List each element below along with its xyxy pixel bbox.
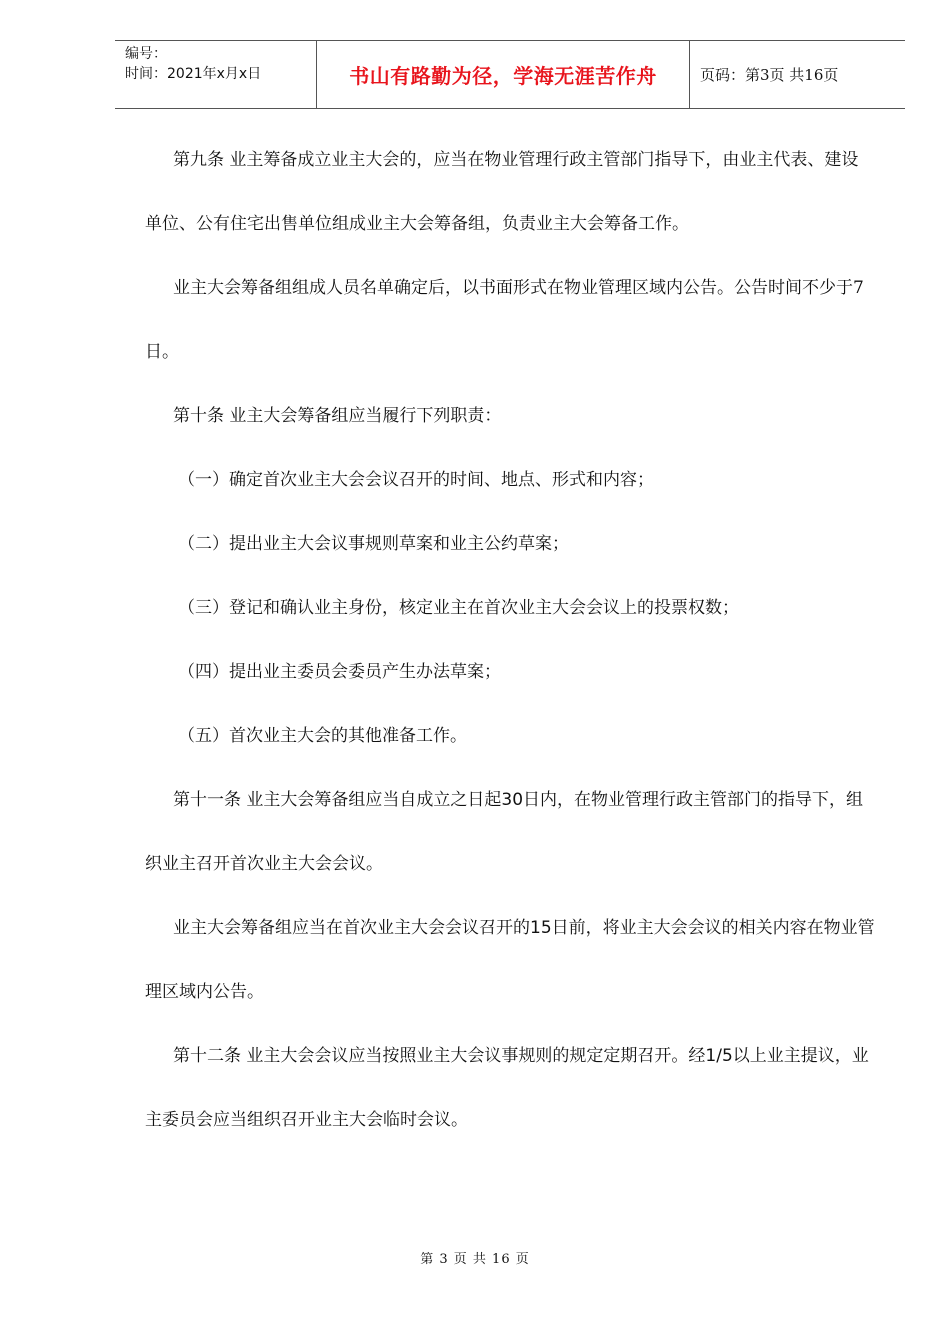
list-item-3: （三）登记和确认业主身份，核定业主在首次业主大会会议上的投票权数； — [178, 598, 739, 618]
paragraph-meeting-notice — [145, 896, 875, 1024]
text-segment: 日前，将业主大会会议的相关内容在物业管理区域内公告。 — [145, 918, 875, 1002]
paragraph-article-10: 第十条 业主大会筹备组应当履行下列职责： — [173, 406, 502, 426]
time-label: 时间：2021年x月x日 — [125, 66, 262, 82]
text-segment: 第十二条 业主大会会议应当按照业主大会议事规则的规定定期召开。经 — [173, 1046, 706, 1066]
number-days: 15 — [530, 918, 552, 938]
document-body — [145, 128, 875, 1152]
paragraph-article-11 — [145, 768, 875, 896]
header-meta — [115, 41, 316, 108]
text-segment: 第十一条 业主大会筹备组应当自成立之日起 — [173, 790, 502, 810]
text-segment: 以上业主提议，业主委员会应当组织召开业主大会临时会议。 — [145, 1046, 869, 1130]
header-motto-cell — [316, 41, 690, 108]
list-item-4: （四）提出业主委员会委员产生办法草案； — [178, 662, 501, 682]
paragraph-committee-notice: 业主大会筹备组组成人员名单确定后，以书面形式在物业管理区域内公告。公告时间不少于7日。 — [145, 278, 864, 362]
paragraph-article-12 — [145, 1024, 875, 1152]
number-days: 30 — [501, 790, 524, 810]
footer-page-number: 第 3 页 共 16 页 — [420, 1252, 530, 1267]
motto-text: 书山有路勤为径，学海无涯苦作舟 — [349, 64, 657, 88]
list-item-5: （五）首次业主大会的其他准备工作。 — [178, 726, 467, 746]
number-fraction: 1/5 — [705, 1046, 733, 1066]
page-info: 页码：第3页 共16页 — [700, 66, 839, 84]
list-item-2: （二）提出业主大会议事规则草案和业主公约草案； — [178, 534, 569, 554]
text-segment: 业主大会筹备组应当在首次业主大会会议召开的 — [173, 918, 530, 938]
page-header — [115, 40, 905, 109]
page-footer — [0, 1248, 950, 1267]
text-segment: 日内，在物业管理行政主管部门的指导下，组织业主召开首次业主大会会议。 — [145, 790, 864, 874]
header-page-info-cell — [690, 41, 905, 108]
paragraph-article-9: 第九条 业主筹备成立业主大会的，应当在物业管理行政主管部门指导下，由业主代表、建设单位、公有住宅出售单位组成业主大会筹备组，负责业主大会筹备工作。 — [145, 150, 859, 234]
list-item-1: （一）确定首次业主大会会议召开的时间、地点、形式和内容； — [178, 470, 654, 490]
serial-label: 编号： — [125, 46, 167, 62]
